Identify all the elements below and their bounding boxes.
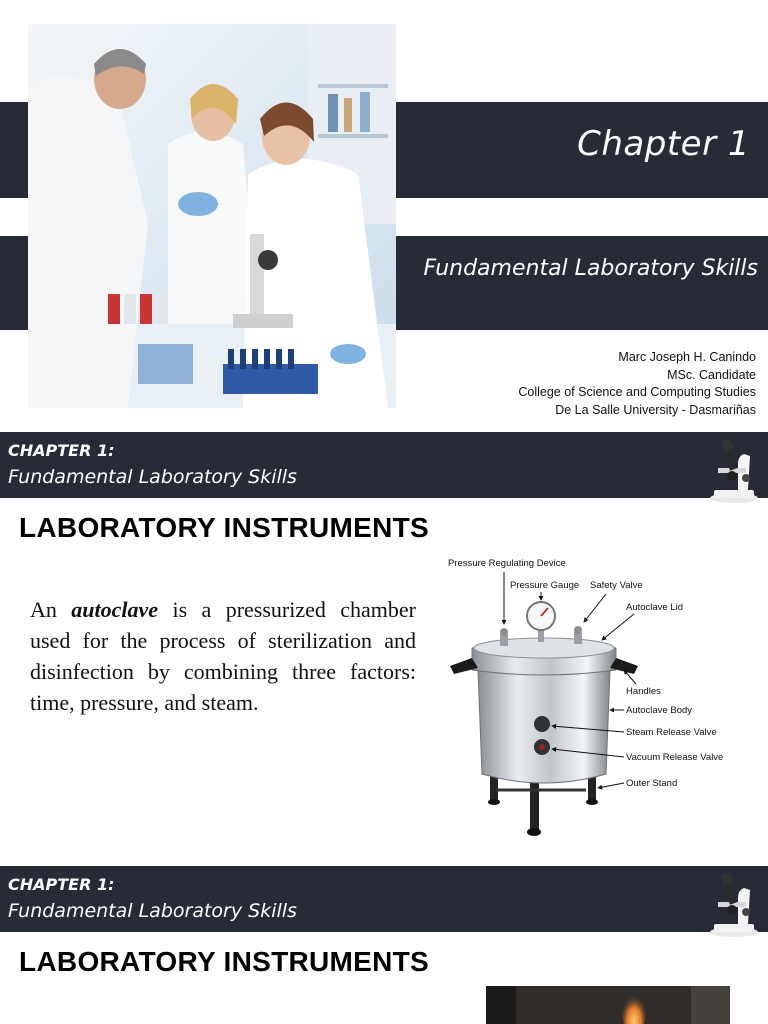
label-handles: Handles [626, 686, 661, 697]
desc-rest: is a pressurized chamber used for the process of sterilization and disinfection by combining three factors: time, pressure, and steam. [30, 597, 417, 715]
author-block [518, 349, 756, 419]
autoclave-description [30, 594, 416, 718]
desc-lead: An [30, 597, 57, 622]
section-title: LABORATORY INSTRUMENTS [19, 512, 430, 543]
author-name: Marc Joseph H. Canindo [618, 350, 756, 364]
header-subtitle: Fundamental Laboratory Skills [8, 900, 297, 922]
label-pressure-gauge: Pressure Gauge [510, 580, 580, 591]
next-slide [0, 866, 768, 1024]
chapter-subtitle: Fundamental Laboratory Skills [423, 256, 758, 281]
label-safety-valve: Safety Valve [590, 580, 643, 591]
label-pressure-regulating-device: Pressure Regulating Device [448, 558, 566, 569]
autoclave-diagram [438, 552, 738, 852]
header-chapter: CHAPTER 1: [8, 875, 115, 894]
label-steam-release-valve: Steam Release Valve [626, 727, 717, 738]
chapter-title: Chapter 1 [577, 124, 750, 164]
desc-term: autoclave [71, 597, 159, 622]
section-title: LABORATORY INSTRUMENTS [19, 946, 430, 977]
microscope-icon [704, 868, 762, 938]
slide-header [0, 432, 768, 498]
microscope-icon [704, 434, 762, 504]
header-subtitle: Fundamental Laboratory Skills [8, 466, 297, 488]
lab-scientists-photo [28, 24, 396, 408]
label-outer-stand: Outer Stand [626, 778, 678, 789]
label-autoclave-body: Autoclave Body [626, 705, 693, 716]
slide-header [0, 866, 768, 932]
title-slide [0, 0, 768, 432]
author-college: College of Science and Computing Studies [518, 385, 756, 399]
label-autoclave-lid: Autoclave Lid [626, 602, 684, 613]
flame-photo [486, 986, 730, 1024]
label-vacuum-release-valve: Vacuum Release Valve [626, 752, 724, 763]
author-university: De La Salle University - Dasmariñas [555, 402, 756, 417]
autoclave-slide [0, 432, 768, 866]
author-degree: MSc. Candidate [667, 367, 756, 382]
header-chapter: CHAPTER 1: [8, 441, 115, 460]
